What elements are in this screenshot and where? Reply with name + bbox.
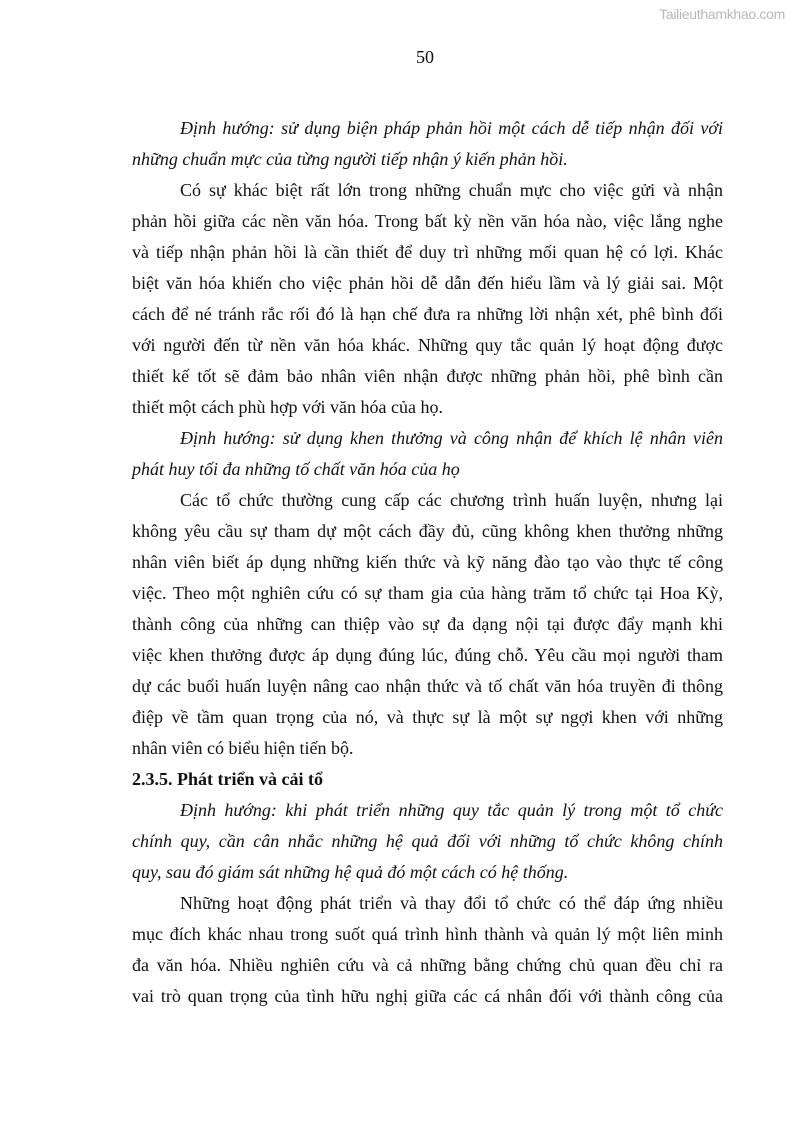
text-line: không yêu cầu sự tham dự một cách đầy đủ, cũng không khen thưởng những: [132, 521, 723, 541]
text-line: Định hướng: sử dụng khen thưởng và công nhận để khích lệ nhân viên: [180, 428, 723, 448]
body-paragraph: [132, 175, 723, 423]
text-line: 2.3.5. Phát triển và cải tổ: [132, 769, 323, 789]
text-line: điệp về tầm quan trọng của nó, và thực sự là một sự ngợi khen với những: [132, 707, 723, 727]
body-paragraph: [132, 485, 723, 764]
guideline-paragraph: [132, 795, 723, 888]
page-number: 50: [416, 47, 434, 67]
text-line: quy, sau đó giám sát những hệ quả đó một cách có hệ thống.: [132, 862, 569, 882]
text-line: nhân viên có biểu hiện tiến bộ.: [132, 738, 354, 758]
text-line: Các tổ chức thường cung cấp các chương trình huấn luyện, nhưng lại: [180, 490, 723, 510]
guideline-paragraph: [132, 113, 723, 175]
text-line: phát huy tối đa những tố chất văn hóa của họ: [132, 459, 460, 479]
text-line: biệt văn hóa khiến cho việc phản hồi dễ dẫn đến hiểu lầm và lý giải sai. Một: [132, 273, 723, 293]
text-line: dự các buổi huấn luyện nâng cao nhận thức và tố chất văn hóa truyền đi thông: [132, 676, 723, 696]
text-line: vai trò quan trọng của tình hữu nghị giữa các cá nhân đối với thành công của: [132, 986, 723, 1006]
text-line: đa văn hóa. Nhiều nghiên cứu và cả những bằng chứng chủ quan đều chỉ ra: [132, 955, 723, 975]
document-body: [132, 113, 723, 1012]
text-line: mục đích khác nhau trong suốt quá trình hình thành và quản lý một liên minh: [132, 924, 723, 944]
text-line: thành công của những can thiệp vào sự đa dạng nội tại được đẩy mạnh khi: [132, 614, 723, 634]
body-paragraph: [132, 888, 723, 1012]
watermark: Tailieuthamkhao.com: [659, 6, 785, 22]
text-line: việc. Theo một nghiên cứu có sự tham gia của hàng trăm tổ chức tại Hoa Kỳ,: [132, 583, 723, 603]
text-line: cách để né tránh rắc rối đó là hạn chế đưa ra những lời nhận xét, phê bình đối: [132, 304, 723, 324]
text-line: Định hướng: khi phát triển những quy tắc quản lý trong một tổ chức: [180, 800, 723, 820]
section-heading: [132, 764, 723, 795]
text-line: chính quy, cần cân nhắc những hệ quả đối với những tổ chức không chính: [132, 831, 723, 851]
text-line: với người đến từ nền văn hóa khác. Những quy tắc quản lý hoạt động được: [132, 335, 723, 355]
text-line: và tiếp nhận phản hồi là cần thiết để duy trì những mối quan hệ có lợi. Khác: [132, 242, 723, 262]
guideline-paragraph: [132, 423, 723, 485]
text-line: phản hồi giữa các nền văn hóa. Trong bất kỳ nền văn hóa nào, việc lắng nghe: [132, 211, 723, 231]
text-line: Những hoạt động phát triển và thay đổi tổ chức có thể đáp ứng nhiều: [180, 893, 723, 913]
text-line: thiết một cách phù hợp với văn hóa của họ.: [132, 397, 443, 417]
text-line: thiết kế tốt sẽ đảm bảo nhân viên nhận được những phản hồi, phê bình cần: [132, 366, 723, 386]
text-line: Định hướng: sử dụng biện pháp phản hồi một cách dễ tiếp nhận đối với: [180, 118, 723, 138]
text-line: nhân viên biết áp dụng những kiến thức và kỹ năng đào tạo vào thực tế công: [132, 552, 723, 572]
text-line: Có sự khác biệt rất lớn trong những chuẩn mực cho việc gửi và nhận: [180, 180, 723, 200]
text-line: việc khen thưởng được áp dụng đúng lúc, đúng chỗ. Yêu cầu mọi người tham: [132, 645, 723, 665]
text-line: những chuẩn mực của từng người tiếp nhận ý kiến phản hồi.: [132, 149, 568, 169]
